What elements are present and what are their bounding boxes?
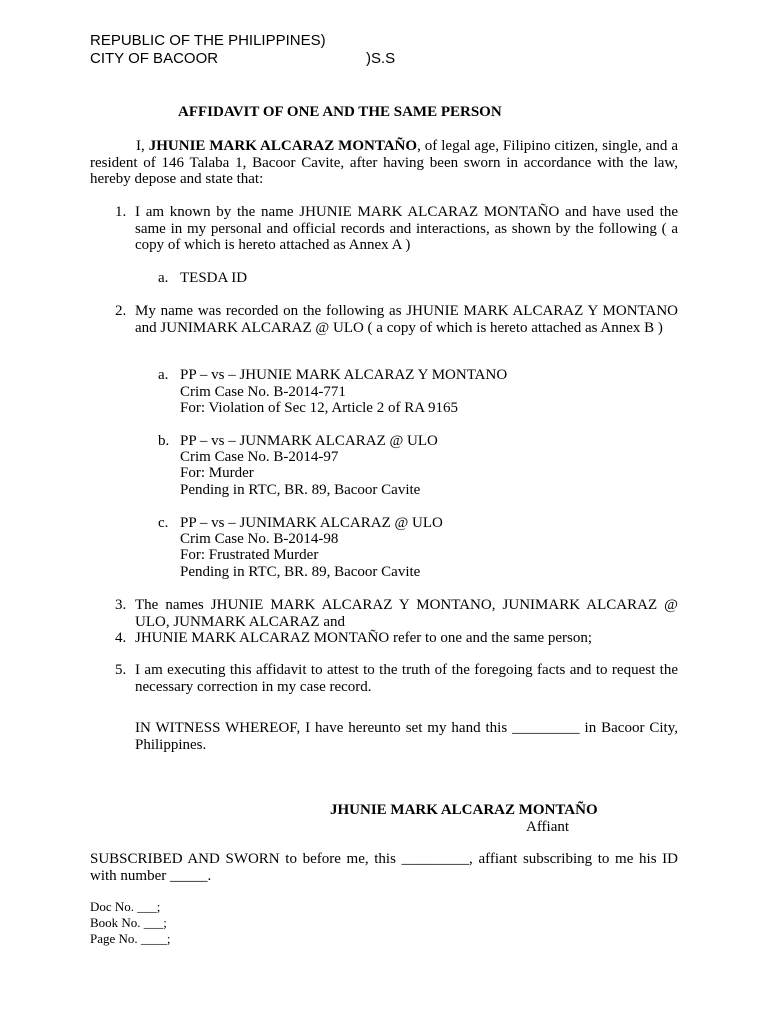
item-1a-letter: a. — [158, 270, 169, 286]
header-ss: )S.S — [366, 50, 396, 67]
notarial-doc-no: Doc No. ___; — [90, 899, 161, 914]
item-4-number: 4. — [115, 630, 127, 646]
header-city: CITY OF BACOOR — [90, 50, 219, 67]
notarial-page-no: Page No. ____; — [90, 931, 171, 946]
item-2b-line-3: For: Murder — [180, 465, 254, 481]
item-2b-letter: b. — [158, 433, 170, 449]
notarial-book-no: Book No. ___; — [90, 915, 167, 930]
intro-prefix: I, — [136, 138, 149, 154]
item-2c-line-2: Crim Case No. B-2014-98 — [180, 531, 339, 547]
item-2a-line-1: PP – vs – JHUNIE MARK ALCARAZ Y MONTANO — [180, 367, 508, 383]
intro-text: , of legal age, Filipino citizen, single, and a resident of 146 Talaba 1, Bacoor Cavite, after having been sworn in accordance with the law, hereby depose and state that: — [90, 138, 678, 187]
item-2c-letter: c. — [158, 515, 169, 531]
item-2a-letter: a. — [158, 367, 169, 383]
item-1a-line-1: TESDA ID — [180, 270, 248, 286]
signature-name: JHUNIE MARK ALCARAZ MONTAÑO — [330, 802, 598, 818]
jurat-clause: SUBSCRIBED AND SWORN to before me, this _________, affiant subscribing to me his ID with number _____. — [90, 851, 678, 884]
item-3-text: The names JHUNIE MARK ALCARAZ Y MONTANO, JUNIMARK ALCARAZ @ ULO, JUNMARK ALCARAZ and — [135, 597, 678, 630]
witness-clause: IN WITNESS WHEREOF, I have hereunto set my hand this _________ in Bacoor City, Philippines. — [135, 720, 678, 753]
header-republic: REPUBLIC OF THE PHILIPPINES) — [90, 32, 326, 49]
item-2a-line-3: For: Violation of Sec 12, Article 2 of RA 9165 — [180, 400, 458, 416]
item-2-text: My name was recorded on the following as JHUNIE MARK ALCARAZ Y MONTANO and JUNIMARK ALCARAZ @ ULO ( a copy of which is hereto attached as Annex B ) — [135, 303, 678, 336]
document-title: AFFIDAVIT OF ONE AND THE SAME PERSON — [178, 104, 502, 120]
item-2b-line-2: Crim Case No. B-2014-97 — [180, 449, 339, 465]
intro-paragraph — [90, 138, 678, 188]
item-2b-line-4: Pending in RTC, BR. 89, Bacoor Cavite — [180, 482, 421, 498]
item-5-text: I am executing this affidavit to attest to the truth of the foregoing facts and to request the necessary correction in my case record. — [135, 662, 678, 695]
item-2c-line-3: For: Frustrated Murder — [180, 547, 319, 563]
item-1-text: I am known by the name JHUNIE MARK ALCARAZ MONTAÑO and have used the same in my personal and official records and interactions, as shown by the following ( a copy of which is hereto attached as Annex A ) — [135, 204, 678, 253]
item-3-number: 3. — [115, 597, 127, 613]
signature-role: Affiant — [526, 819, 570, 835]
item-2b-line-1: PP – vs – JUNMARK ALCARAZ @ ULO — [180, 433, 438, 449]
item-2a-line-2: Crim Case No. B-2014-771 — [180, 384, 346, 400]
item-1-number: 1. — [115, 204, 127, 220]
item-2c-line-1: PP – vs – JUNIMARK ALCARAZ @ ULO — [180, 515, 443, 531]
item-4-text: JHUNIE MARK ALCARAZ MONTAÑO refer to one and the same person; — [135, 630, 593, 646]
item-5-number: 5. — [115, 662, 127, 678]
affiant-name-intro: JHUNIE MARK ALCARAZ MONTAÑO — [148, 138, 418, 154]
item-2-number: 2. — [115, 303, 127, 319]
item-2c-line-4: Pending in RTC, BR. 89, Bacoor Cavite — [180, 564, 421, 580]
